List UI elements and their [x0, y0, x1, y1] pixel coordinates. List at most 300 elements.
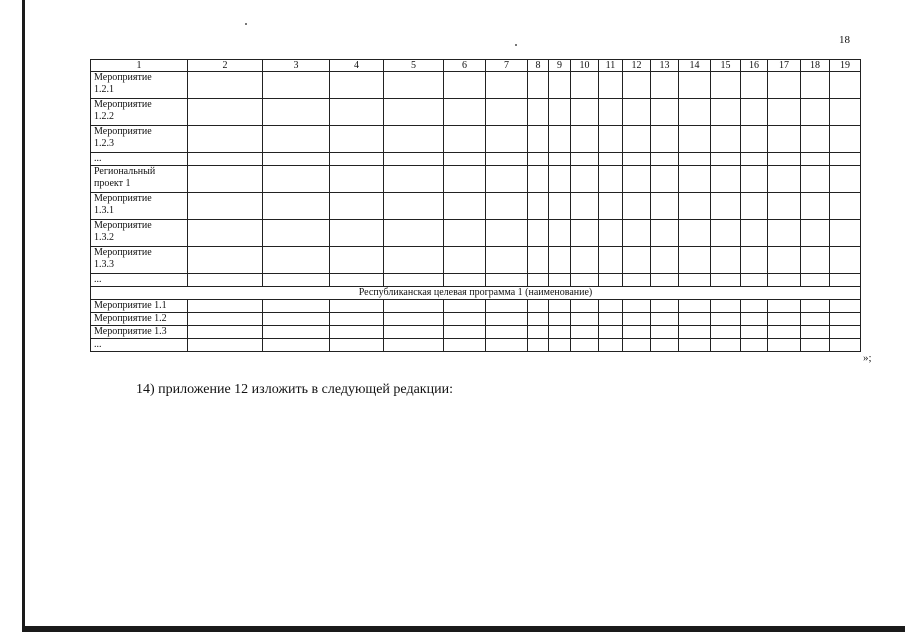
column-header: 1 [91, 60, 188, 72]
table-cell [768, 166, 801, 193]
table-cell [486, 153, 528, 166]
table-cell [486, 313, 528, 326]
table-cell [711, 153, 741, 166]
table-cell [263, 153, 330, 166]
table-cell [623, 193, 651, 220]
table-cell [801, 300, 830, 313]
row-label-line: Мероприятие [94, 99, 152, 110]
table-cell [384, 72, 444, 99]
row-label [91, 247, 188, 274]
table-cell [330, 313, 384, 326]
table-cell [801, 99, 830, 126]
table-cell [623, 300, 651, 313]
table-cell [741, 326, 768, 339]
table-cell [651, 313, 679, 326]
column-header: 17 [768, 60, 801, 72]
table-cell [830, 247, 861, 274]
table-cell [571, 126, 599, 153]
column-header: 18 [801, 60, 830, 72]
page-number: 18 [839, 34, 850, 46]
column-header: 8 [528, 60, 549, 72]
section-row [91, 287, 861, 300]
table-cell [549, 153, 571, 166]
table-cell [801, 274, 830, 287]
table-cell [330, 326, 384, 339]
table-cell [444, 99, 486, 126]
row-label-line: проект 1 [94, 178, 131, 189]
table-cell [599, 220, 623, 247]
table-cell [188, 247, 263, 274]
table-cell [801, 326, 830, 339]
table-cell [384, 274, 444, 287]
table-cell [188, 193, 263, 220]
table-cell [623, 247, 651, 274]
row-label [91, 339, 188, 352]
table-cell [549, 274, 571, 287]
table-cell [528, 99, 549, 126]
table-cell [571, 247, 599, 274]
row-label [91, 313, 188, 326]
table-cell [549, 300, 571, 313]
table-cell [571, 274, 599, 287]
table-cell [549, 126, 571, 153]
table-cell [571, 220, 599, 247]
table-cell [549, 247, 571, 274]
table-cell [768, 326, 801, 339]
table-cell [330, 153, 384, 166]
column-header: 5 [384, 60, 444, 72]
section-title: Республиканская целевая программа 1 (наименование) [91, 287, 861, 300]
table-cell [768, 193, 801, 220]
table-cell [444, 339, 486, 352]
row-label [91, 193, 188, 220]
table-cell [741, 339, 768, 352]
column-header: 16 [741, 60, 768, 72]
table-cell [651, 247, 679, 274]
table-cell [330, 300, 384, 313]
table-cell [830, 339, 861, 352]
table-cell [623, 220, 651, 247]
table-cell [741, 247, 768, 274]
table-cell [486, 247, 528, 274]
table-cell [599, 326, 623, 339]
table-cell [741, 313, 768, 326]
table-cell [330, 274, 384, 287]
scan-border-left [22, 0, 25, 630]
table-cell [679, 99, 711, 126]
table-cell [768, 300, 801, 313]
table-cell [188, 313, 263, 326]
table-cell [384, 166, 444, 193]
table-cell [263, 166, 330, 193]
column-header: 12 [623, 60, 651, 72]
scan-border-bottom [22, 626, 905, 632]
table-cell [711, 126, 741, 153]
table-cell [801, 220, 830, 247]
table-cell [528, 193, 549, 220]
table-cell [188, 274, 263, 287]
data-table [90, 59, 861, 352]
table-cell [830, 72, 861, 99]
table-cell [679, 166, 711, 193]
table-cell [768, 72, 801, 99]
table-cell [651, 166, 679, 193]
row-label [91, 300, 188, 313]
table-cell [330, 247, 384, 274]
table-cell [263, 126, 330, 153]
table-cell [711, 274, 741, 287]
table-cell [623, 99, 651, 126]
row-label-line: 1.3.2 [94, 232, 114, 243]
table-cell [801, 247, 830, 274]
table-cell [801, 339, 830, 352]
table-cell [830, 300, 861, 313]
table-cell [444, 72, 486, 99]
table-row [91, 326, 861, 339]
table-cell [330, 99, 384, 126]
row-label-line: Мероприятие [94, 193, 152, 204]
table-cell [651, 300, 679, 313]
table-cell [651, 193, 679, 220]
row-label-line: ... [94, 274, 102, 285]
column-header: 9 [549, 60, 571, 72]
table-cell [830, 220, 861, 247]
table-cell [263, 300, 330, 313]
table-cell [188, 153, 263, 166]
table-cell [679, 274, 711, 287]
table-cell [651, 274, 679, 287]
row-label-line: Мероприятие [94, 126, 152, 137]
table-cell [549, 339, 571, 352]
row-label-line: Мероприятие [94, 72, 152, 83]
row-label [91, 166, 188, 193]
table-cell [444, 220, 486, 247]
table-row [91, 193, 861, 220]
table-cell [801, 193, 830, 220]
scan-speck [515, 44, 517, 46]
column-header: 19 [830, 60, 861, 72]
table-cell [486, 126, 528, 153]
table-cell [623, 274, 651, 287]
column-header: 3 [263, 60, 330, 72]
table-cell [741, 72, 768, 99]
table-cell [384, 220, 444, 247]
row-label [91, 326, 188, 339]
table-cell [679, 153, 711, 166]
table-cell [330, 72, 384, 99]
table-cell [801, 153, 830, 166]
table-cell [571, 326, 599, 339]
table-cell [528, 326, 549, 339]
table-cell [741, 220, 768, 247]
table-cell [384, 300, 444, 313]
table-cell [528, 274, 549, 287]
table-cell [830, 166, 861, 193]
table-cell [741, 126, 768, 153]
table-cell [188, 99, 263, 126]
column-header: 7 [486, 60, 528, 72]
table-cell [188, 300, 263, 313]
table-cell [384, 99, 444, 126]
table-cell [768, 247, 801, 274]
table-cell [679, 326, 711, 339]
table-cell [571, 339, 599, 352]
table-cell [599, 193, 623, 220]
table-cell [444, 153, 486, 166]
table-cell [651, 220, 679, 247]
table-cell [830, 99, 861, 126]
row-label-line: 1.3.1 [94, 205, 114, 216]
table-cell [711, 166, 741, 193]
table-cell [830, 326, 861, 339]
table-cell [651, 326, 679, 339]
table-cell [444, 193, 486, 220]
table-cell [741, 300, 768, 313]
table-cell [486, 193, 528, 220]
table-cell [444, 313, 486, 326]
table-cell [263, 313, 330, 326]
table-row [91, 300, 861, 313]
table-cell [768, 274, 801, 287]
table-cell [528, 339, 549, 352]
column-header: 2 [188, 60, 263, 72]
table-cell [679, 126, 711, 153]
column-header: 13 [651, 60, 679, 72]
table-cell [651, 99, 679, 126]
table-row [91, 313, 861, 326]
table-cell [599, 99, 623, 126]
table-cell [623, 166, 651, 193]
table-cell [623, 153, 651, 166]
table-cell [768, 313, 801, 326]
table-cell [679, 339, 711, 352]
table-cell [623, 72, 651, 99]
table-cell [384, 126, 444, 153]
scan-speck [245, 23, 247, 25]
table-cell [188, 326, 263, 339]
table-cell [384, 326, 444, 339]
table-cell [549, 326, 571, 339]
row-label [91, 126, 188, 153]
table-cell [549, 193, 571, 220]
table-cell [830, 126, 861, 153]
column-header: 15 [711, 60, 741, 72]
table-cell [830, 313, 861, 326]
table-cell [549, 166, 571, 193]
table-cell [623, 339, 651, 352]
row-label-line: Региональный [94, 166, 156, 177]
table-cell [768, 153, 801, 166]
table-cell [384, 247, 444, 274]
table-cell [571, 313, 599, 326]
table-cell [711, 220, 741, 247]
row-label-line: 1.2.2 [94, 111, 114, 122]
table-cell [679, 72, 711, 99]
table-cell [711, 339, 741, 352]
table-row [91, 99, 861, 126]
row-label-line: Мероприятие 1.2 [94, 313, 167, 324]
table-cell [711, 300, 741, 313]
table-cell [263, 247, 330, 274]
row-label-line: 1.3.3 [94, 259, 114, 270]
table-cell [768, 99, 801, 126]
table-cell [571, 99, 599, 126]
table-cell [263, 220, 330, 247]
column-header: 6 [444, 60, 486, 72]
table-cell [188, 126, 263, 153]
table-cell [188, 220, 263, 247]
table-cell [801, 313, 830, 326]
table-cell [486, 326, 528, 339]
table-cell [571, 300, 599, 313]
table-row [91, 72, 861, 99]
table-cell [549, 99, 571, 126]
table-cell [571, 72, 599, 99]
table-cell [571, 193, 599, 220]
table-cell [679, 300, 711, 313]
table-cell [330, 193, 384, 220]
column-header: 11 [599, 60, 623, 72]
column-header: 4 [330, 60, 384, 72]
table-cell [679, 220, 711, 247]
table-cell [711, 72, 741, 99]
table-cell [486, 274, 528, 287]
column-header: 10 [571, 60, 599, 72]
table-cell [679, 193, 711, 220]
row-label-line: Мероприятие 1.1 [94, 300, 167, 311]
table-cell [528, 247, 549, 274]
table-cell [651, 72, 679, 99]
table-cell [549, 72, 571, 99]
table-cell [571, 153, 599, 166]
table-cell [486, 339, 528, 352]
table-row [91, 126, 861, 153]
table-cell [444, 300, 486, 313]
table-cell [188, 72, 263, 99]
table-cell [549, 220, 571, 247]
table-cell [444, 326, 486, 339]
table-cell [711, 193, 741, 220]
table-cell [263, 326, 330, 339]
instruction-text: 14) приложение 12 изложить в следующей редакции: [136, 382, 453, 397]
table-cell [188, 166, 263, 193]
table-row [91, 153, 861, 166]
table-cell [679, 247, 711, 274]
table-row [91, 247, 861, 274]
table-cell [599, 274, 623, 287]
table-cell [263, 72, 330, 99]
table-cell [711, 247, 741, 274]
table-cell [768, 220, 801, 247]
table-cell [651, 126, 679, 153]
table-cell [599, 339, 623, 352]
table-cell [741, 99, 768, 126]
row-label-line: Мероприятие [94, 247, 152, 258]
row-label [91, 274, 188, 287]
table-cell [830, 153, 861, 166]
table-row [91, 220, 861, 247]
table-cell [623, 126, 651, 153]
table-cell [486, 300, 528, 313]
row-label [91, 99, 188, 126]
table-cell [486, 72, 528, 99]
table-cell [711, 326, 741, 339]
table-cell [741, 153, 768, 166]
table-cell [444, 166, 486, 193]
table-cell [263, 99, 330, 126]
table-cell [711, 313, 741, 326]
table-cell [768, 339, 801, 352]
table-cell [528, 126, 549, 153]
row-label-line: 1.2.1 [94, 84, 114, 95]
table-cell [330, 126, 384, 153]
table-cell [623, 313, 651, 326]
table-cell [528, 166, 549, 193]
table-cell [741, 274, 768, 287]
table-cell [384, 339, 444, 352]
table-cell [263, 339, 330, 352]
row-label-line: 1.2.3 [94, 138, 114, 149]
table-cell [599, 300, 623, 313]
table-cell [801, 166, 830, 193]
row-label [91, 153, 188, 166]
table-header-row [91, 60, 861, 72]
row-label-line: ... [94, 339, 102, 350]
table-cell [599, 126, 623, 153]
table-cell [651, 153, 679, 166]
table-cell [528, 220, 549, 247]
table-cell [651, 339, 679, 352]
table-cell [330, 220, 384, 247]
row-label-line: ... [94, 153, 102, 164]
table-cell [188, 339, 263, 352]
table-cell [599, 166, 623, 193]
table-cell [444, 126, 486, 153]
table-cell [528, 153, 549, 166]
table-row [91, 274, 861, 287]
closing-quote: »; [863, 352, 872, 364]
table-cell [486, 99, 528, 126]
table-cell [599, 72, 623, 99]
table-cell [741, 166, 768, 193]
table-cell [528, 72, 549, 99]
table-cell [768, 126, 801, 153]
table-row [91, 166, 861, 193]
column-header: 14 [679, 60, 711, 72]
table-cell [384, 193, 444, 220]
table-cell [711, 99, 741, 126]
table-cell [486, 166, 528, 193]
table-cell [486, 220, 528, 247]
table-cell [444, 247, 486, 274]
table-cell [830, 193, 861, 220]
table-cell [263, 274, 330, 287]
table-cell [571, 166, 599, 193]
table-cell [801, 126, 830, 153]
table-cell [263, 193, 330, 220]
table-cell [444, 274, 486, 287]
row-label [91, 220, 188, 247]
table-cell [384, 153, 444, 166]
table-cell [528, 313, 549, 326]
table-cell [599, 313, 623, 326]
table-cell [549, 313, 571, 326]
table-row [91, 339, 861, 352]
table-cell [330, 166, 384, 193]
table-cell [741, 193, 768, 220]
table-cell [801, 72, 830, 99]
table-cell [599, 153, 623, 166]
